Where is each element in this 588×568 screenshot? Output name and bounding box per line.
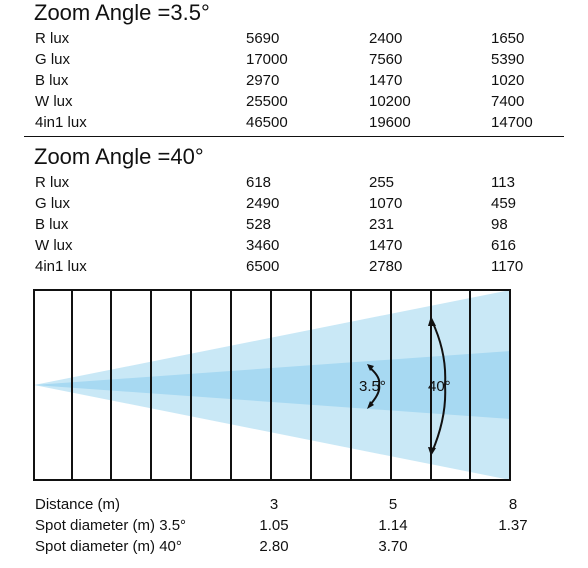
lux-value: 2400 bbox=[369, 30, 403, 47]
wide-angle-label: 40° bbox=[428, 378, 451, 395]
zoom-angle-heading-wide: Zoom Angle =40° bbox=[34, 144, 204, 169]
lux-row-label: W lux bbox=[35, 237, 73, 254]
lux-row-label: 4in1 lux bbox=[35, 258, 87, 275]
zoom-angle-heading-narrow: Zoom Angle =3.5° bbox=[34, 0, 210, 25]
lux-value: 19600 bbox=[369, 114, 411, 131]
lux-value: 7560 bbox=[369, 51, 403, 68]
lux-value: 7400 bbox=[491, 93, 525, 110]
distance-row bbox=[0, 494, 588, 515]
spot-diameter-label: Spot diameter (m) 3.5° bbox=[35, 517, 187, 534]
distance-value: 8 bbox=[508, 496, 518, 513]
distance-value: 5 bbox=[388, 496, 398, 513]
lux-value: 2780 bbox=[369, 258, 403, 275]
spot-diameter-row bbox=[0, 536, 588, 557]
lux-value: 2970 bbox=[246, 72, 280, 89]
lux-row-label: G lux bbox=[35, 195, 71, 212]
lux-value: 1070 bbox=[369, 195, 403, 212]
lux-row-label: G lux bbox=[35, 51, 71, 68]
lux-value: 1470 bbox=[369, 237, 403, 254]
lux-value: 6500 bbox=[246, 258, 280, 275]
lux-value: 10200 bbox=[369, 93, 411, 110]
spot-diameter-value: 3.70 bbox=[378, 538, 408, 555]
lux-value: 528 bbox=[246, 216, 272, 233]
lux-value: 1470 bbox=[369, 72, 403, 89]
lux-row-label: R lux bbox=[35, 30, 70, 47]
spot-diameter-value: 2.80 bbox=[259, 538, 289, 555]
spot-diameter-label: Spot diameter (m) 40° bbox=[35, 538, 182, 555]
lux-value: 17000 bbox=[246, 51, 288, 68]
lux-value: 1650 bbox=[491, 30, 525, 47]
lux-row-label: W lux bbox=[35, 93, 73, 110]
lux-value: 5690 bbox=[246, 30, 280, 47]
lux-value: 3460 bbox=[246, 237, 280, 254]
spot-diameter-value: 1.37 bbox=[498, 517, 528, 534]
lux-value: 231 bbox=[369, 216, 395, 233]
lux-value: 255 bbox=[369, 174, 395, 191]
lux-value: 5390 bbox=[491, 51, 525, 68]
lux-row-label: B lux bbox=[35, 216, 69, 233]
distance-value: 3 bbox=[269, 496, 279, 513]
lux-value: 1020 bbox=[491, 72, 525, 89]
spot-diameter-value: 1.05 bbox=[259, 517, 289, 534]
lux-row-label: 4in1 lux bbox=[35, 114, 87, 131]
lux-value: 2490 bbox=[246, 195, 280, 212]
lux-value: 616 bbox=[491, 237, 517, 254]
lux-value: 1170 bbox=[491, 258, 524, 275]
lux-value: 98 bbox=[491, 216, 508, 233]
spot-diameter-value: 1.14 bbox=[378, 517, 408, 534]
lux-value: 25500 bbox=[246, 93, 288, 110]
lux-value: 618 bbox=[246, 174, 272, 191]
lux-value: 113 bbox=[491, 174, 515, 191]
lux-value: 14700 bbox=[491, 114, 533, 131]
narrow-angle-label: 3.5° bbox=[359, 378, 386, 395]
lux-value: 46500 bbox=[246, 114, 288, 131]
lux-row-label: R lux bbox=[35, 174, 70, 191]
spot-diameter-row bbox=[0, 515, 588, 536]
lux-value: 459 bbox=[491, 195, 517, 212]
lux-row-label: B lux bbox=[35, 72, 69, 89]
distance-label: Distance (m) bbox=[35, 496, 121, 513]
